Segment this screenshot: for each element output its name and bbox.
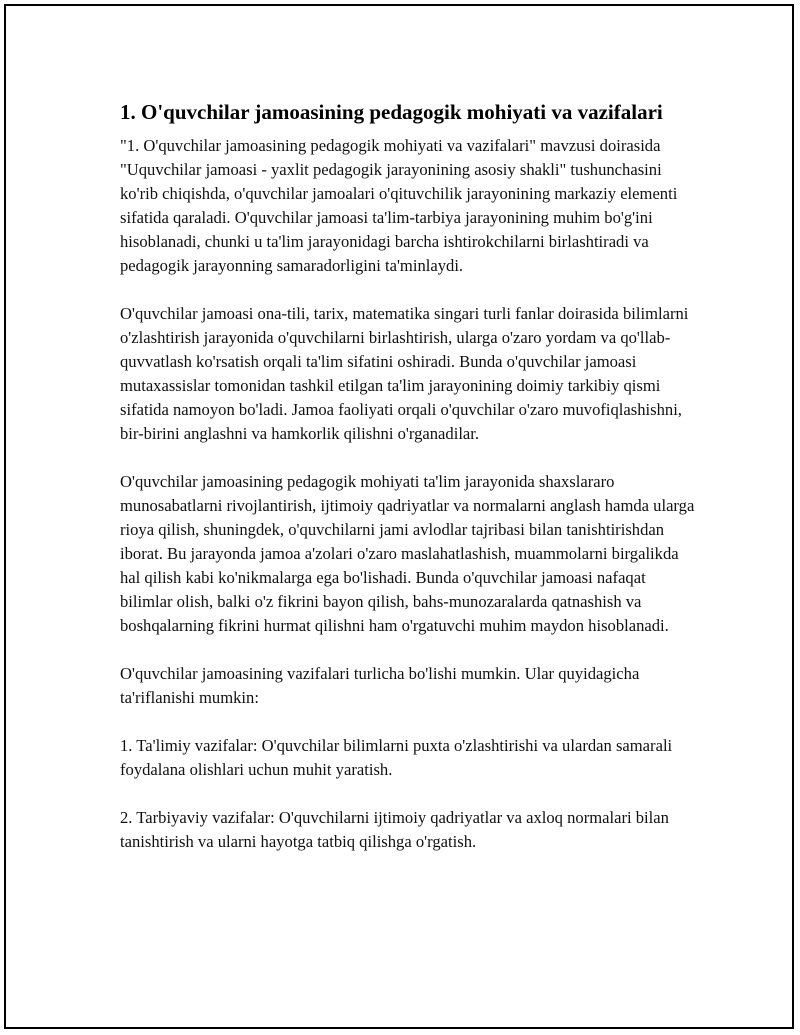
list-item-educational-tasks: 1. Ta'limiy vazifalar: O'quvchilar bilimlarni puxta o'zlashtirishi va ulardan samarali foydalana olishlari uchun muhit yaratish.	[120, 736, 673, 779]
section-heading: 1. O'quvchilar jamoasining pedagogik mohiyati va vazifalari	[120, 100, 663, 124]
paragraph-pedagogical-essence: O'quvchilar jamoasining pedagogik mohiyati ta'lim jarayonida shaxslararo munosabatlarni rivojlantirish, ijtimoiy qadriyatlar va normalarni anglash hamda ularga rioya qilish, shuningdek, o'quvchilarni jami avlodlar tajribasi bilan tanishtirishdan iborat. Bu jarayonda jamoa a'zolari o'zaro maslahatlashish, muammolarni birgalikda hal qilish kabi ko'nikmalarga ega bo'lishadi. Bunda o'quvchilar jamoasi nafaqat bilimlar olish, balki o'z fikrini bayon qilish, bahs-munozaralarda qatnashish va boshqalarning fikrini hurmat qilishni ham o'rgatuvchi muhim maydon hisoblanadi.	[120, 472, 695, 635]
paragraph-tasks-intro: O'quvchilar jamoasining vazifalari turlicha bo'lishi mumkin. Ular quyidagicha ta'riflanishi mumkin:	[120, 664, 640, 707]
paragraph-intro: "1. O'quvchilar jamoasining pedagogik mohiyati va vazifalari" mavzusi doirasida "Uquvchilar jamoasi - yaxlit pedagogik jarayonining asosiy shakli" tushunchasini ko'rib chiqishda, o'quvchilar jamoalari o'qituvchilik jarayonining markaziy elementi sifatida qaraladi. O'quvchilar jamoasi ta'lim-tarbiya jarayonining muhim bo'g'ini hisoblanadi, chunki u ta'lim jarayonidagi barcha ishtirokchilarni birlashtiradi va pedagogik jarayonning samaradorligini ta'minlaydi.	[120, 136, 678, 275]
paragraph-collective-learning: O'quvchilar jamoasi ona-tili, tarix, matematika singari turli fanlar doirasida bilimlarni o'zlashtirish jarayonida o'quvchilarni birlashtirish, ularga o'zaro yordam va qo'llab-quvvatlash ko'rsatish orqali ta'lim sifatini oshiradi. Bunda o'quvchilar jamoasi mutaxassislar tomonidan tashkil etilgan ta'lim jarayonining doimiy tarkibiy qismi sifatida namoyon bo'ladi. Jamoa faoliyati orqali o'quvchilar o'zaro muvofiqlashishni, bir-birini anglashni va hamkorlik qilishni o'rganadilar.	[120, 304, 689, 443]
document-body	[120, 98, 700, 878]
page-frame	[4, 4, 794, 1029]
list-item-upbringing-tasks: 2. Tarbiyaviy vazifalar: O'quvchilarni ijtimoiy qadriyatlar va axloq normalari bilan tanishtirish va ularni hayotga tatbiq qilishga o'rgatish.	[120, 808, 669, 851]
